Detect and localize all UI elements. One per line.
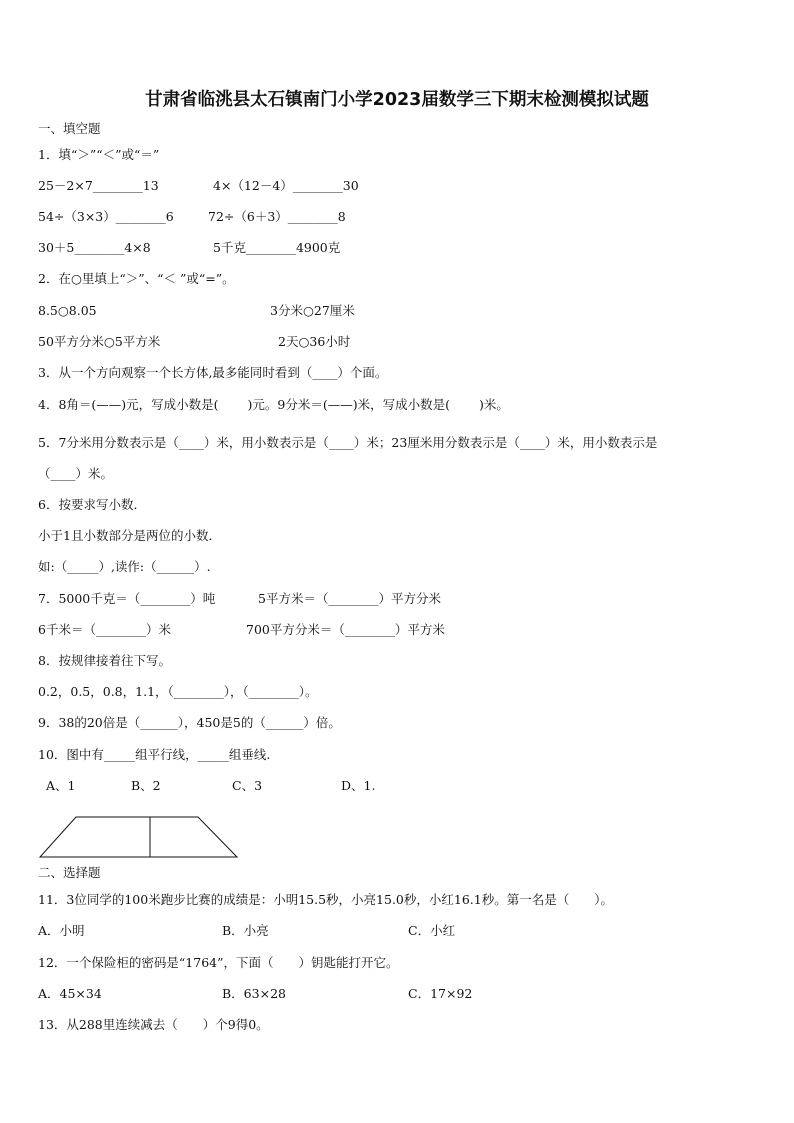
q7-row2-left: 6千米＝（________）米 — [38, 622, 171, 637]
question-2-stem: 2．在○里填上“＞”、“＜ ”或“=”。 — [38, 271, 235, 286]
page-title: 甘肃省临洮县太石镇南门小学2023届数学三下期末检测模拟试题 — [145, 90, 649, 110]
q7-row1-left: 7．5000千克＝（________）吨 — [38, 591, 216, 606]
q1-row1-right: 4×（12－4）________30 — [213, 178, 359, 193]
question-6-requirement: 小于1且小数部分是两位的小数． — [38, 528, 221, 543]
section-heading-choice: 二、选择题 — [38, 865, 101, 880]
q10-option-c: C、3 — [232, 778, 263, 793]
question-8-sequence: 0.2，0.5，0.8，1.1，（________），（________）。 — [38, 684, 318, 699]
q11-option-a: A．小明 — [38, 923, 85, 938]
question-13: 13．从288里连续减去（ ）个9得0。 — [38, 1017, 269, 1032]
q2-row1-left: 8.5○8.05 — [38, 303, 97, 318]
q11-option-b: B．小亮 — [222, 923, 269, 938]
q7-row2-right: 700平方分米＝（________）平方米 — [246, 622, 445, 637]
q10-option-a: A、1 — [46, 778, 76, 793]
q1-row1-left: 25－2×7________13 — [38, 178, 159, 193]
question-12-stem: 12．一个保险柜的密码是“1764”，下面（ ）钥匙能打开它。 — [38, 955, 399, 970]
question-4: 4．8角＝(——)元，写成小数是( )元。9分米＝(——)米，写成小数是( )米。 — [38, 397, 509, 412]
question-9: 9．38的20倍是（______），450是5的（______）倍。 — [38, 715, 341, 730]
question-3: 3．从一个方向观察一个长方体,最多能同时看到（____）个面。 — [38, 365, 388, 380]
q11-option-c: C．小红 — [408, 923, 456, 938]
q7-row1-right: 5平方米＝（________）平方分米 — [258, 591, 441, 606]
q12-option-a: A．45×34 — [38, 986, 102, 1001]
q1-row3-left: 30＋5________4×8 — [38, 240, 151, 255]
question-1-stem: 1．填“＞”“＜”或“＝” — [38, 147, 160, 162]
question-6-answer: 如:（_____）,读作:（______）. — [38, 559, 211, 574]
trapezoid-figure — [38, 815, 240, 861]
q1-row3-right: 5千克________4900克 — [213, 240, 341, 255]
section-heading-fill-blank: 一、填空题 — [38, 121, 101, 136]
question-5-line1: 5．7分米用分数表示是（____）米，用小数表示是（____）米；23厘米用分数表示是（____）米，用小数表示是 — [38, 435, 658, 450]
q2-row1-right: 3分米○27厘米 — [270, 303, 355, 318]
q2-row2-left: 50平方分米○5平方米 — [38, 334, 161, 349]
q12-option-c: C．17×92 — [408, 986, 473, 1001]
q1-row2-right: 72÷（6＋3）________8 — [208, 209, 346, 224]
question-8-stem: 8．按规律接着往下写。 — [38, 653, 171, 668]
question-5-line2: （____）米。 — [38, 466, 114, 481]
question-10-stem: 10．图中有_____组平行线，_____组垂线. — [38, 747, 271, 762]
q10-option-d: D、1. — [341, 778, 376, 793]
trapezoid-outline — [40, 817, 237, 857]
question-11-stem: 11．3位同学的100米跑步比赛的成绩是：小明15.5秒，小亮15.0秒，小红16.1秒。第一名是（ ）。 — [38, 892, 613, 907]
q2-row2-right: 2天○36小时 — [278, 334, 351, 349]
q12-option-b: B．63×28 — [222, 986, 286, 1001]
question-6-stem: 6．按要求写小数． — [38, 497, 146, 512]
q1-row2-left: 54÷（3×3）________6 — [38, 209, 174, 224]
q10-option-b: B、2 — [131, 778, 161, 793]
